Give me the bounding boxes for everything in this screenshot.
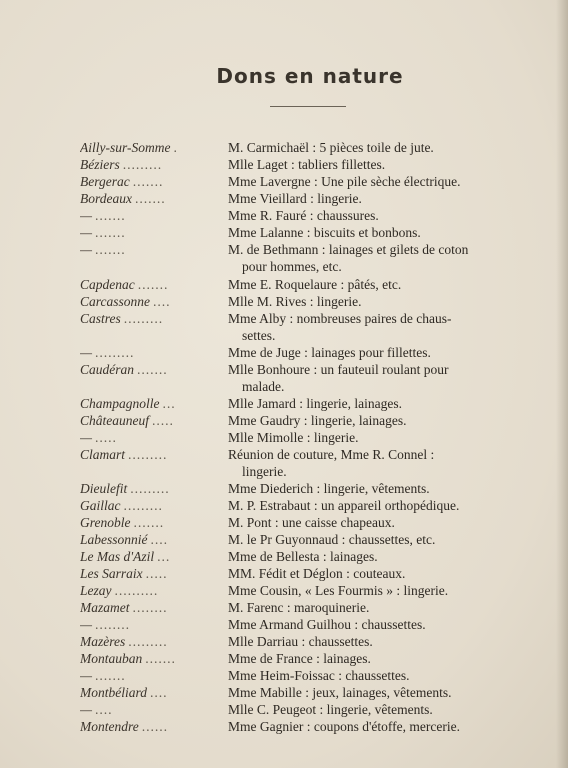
place-label: Montendre bbox=[80, 719, 139, 734]
donor-description: Mme E. Roquelaure : pâtés, etc. bbox=[228, 277, 402, 292]
place-label: Ailly-sur-Somme bbox=[80, 140, 171, 155]
donor-description: Mlle Jamard : lingerie, lainages. bbox=[228, 396, 402, 411]
donor-description: Mme Gaudry : lingerie, lainages. bbox=[228, 413, 407, 428]
donation-entry bbox=[0, 532, 568, 550]
place-name bbox=[80, 600, 226, 616]
leader-dots: . bbox=[173, 140, 179, 155]
donation-entry bbox=[0, 498, 568, 516]
donation-entry bbox=[0, 396, 568, 414]
place-name bbox=[80, 294, 226, 310]
donor-description: Mme Heim-Foissac : chaussettes. bbox=[228, 668, 410, 683]
leader-dots: .... bbox=[95, 702, 113, 717]
donor-description: Mme Gagnier : coupons d'étoffe, mercerie. bbox=[228, 719, 460, 734]
place-label: — bbox=[80, 225, 93, 240]
place-name bbox=[80, 583, 226, 599]
place-name bbox=[80, 719, 226, 735]
donation-entry bbox=[0, 566, 568, 584]
donation-entry bbox=[0, 311, 568, 329]
donation-entry bbox=[0, 549, 568, 567]
place-name bbox=[80, 651, 226, 667]
donor-description: M. Farenc : maroquinerie. bbox=[228, 600, 370, 615]
donation-entry bbox=[0, 583, 568, 601]
place-name bbox=[80, 157, 226, 173]
donor-description: Mme de France : lainages. bbox=[228, 651, 371, 666]
place-label: Lezay bbox=[80, 583, 112, 598]
place-label: Béziers bbox=[80, 157, 120, 172]
place-label: — bbox=[80, 430, 93, 445]
leader-dots: ......... bbox=[124, 311, 164, 326]
donation-entry bbox=[0, 481, 568, 499]
leader-dots: ... bbox=[162, 396, 176, 411]
place-label: Capdenac bbox=[80, 277, 135, 292]
donation-entry bbox=[0, 447, 568, 465]
leader-dots: ....... bbox=[133, 515, 165, 530]
donation-entry bbox=[0, 294, 568, 312]
donor-description: malade. bbox=[242, 379, 285, 394]
donor-description: Mme Lalanne : biscuits et bonbons. bbox=[228, 225, 421, 240]
donor-description: pour hommes, etc. bbox=[242, 259, 342, 274]
donation-entry bbox=[0, 174, 568, 192]
place-name bbox=[80, 362, 226, 378]
place-label: Dieulefit bbox=[80, 481, 128, 496]
donor-description: MM. Fédit et Déglon : couteaux. bbox=[228, 566, 406, 581]
donation-entry bbox=[0, 634, 568, 652]
leader-dots: ....... bbox=[95, 668, 127, 683]
place-name bbox=[80, 191, 226, 207]
place-label: Labessonnié bbox=[80, 532, 148, 547]
place-name bbox=[80, 277, 226, 293]
donor-description: M. Carmichaël : 5 pièces toile de jute. bbox=[228, 140, 434, 155]
place-name bbox=[80, 225, 226, 241]
place-label: Bordeaux bbox=[80, 191, 132, 206]
place-label: Le Mas d'Azil bbox=[80, 549, 155, 564]
donor-description: Mlle Laget : tabliers fillettes. bbox=[228, 157, 386, 172]
donor-description: M. Pont : une caisse chapeaux. bbox=[228, 515, 395, 530]
place-name bbox=[80, 549, 226, 565]
donor-description: settes. bbox=[242, 328, 276, 343]
leader-dots: .... bbox=[153, 294, 171, 309]
donor-description: Mlle M. Rives : lingerie. bbox=[228, 294, 362, 309]
donor-description: Mme Diederich : lingerie, vêtements. bbox=[228, 481, 430, 496]
leader-dots: .... bbox=[150, 685, 168, 700]
donation-entry bbox=[0, 259, 568, 277]
place-label: — bbox=[80, 617, 93, 632]
donation-entry bbox=[0, 668, 568, 686]
donor-description: lingerie. bbox=[242, 464, 287, 479]
leader-dots: ......... bbox=[128, 634, 168, 649]
donation-entry bbox=[0, 225, 568, 243]
donation-entry bbox=[0, 464, 568, 482]
donation-entry bbox=[0, 328, 568, 346]
place-name bbox=[80, 413, 226, 429]
donor-description: Mme de Juge : lainages pour fillettes. bbox=[228, 345, 431, 360]
place-name bbox=[80, 242, 226, 258]
place-label: Mazères bbox=[80, 634, 126, 649]
place-label: Champagnolle bbox=[80, 396, 160, 411]
donor-description: Mme Alby : nombreuses paires de chaus- bbox=[228, 311, 452, 326]
place-name bbox=[80, 430, 226, 446]
donation-entry bbox=[0, 140, 568, 158]
donor-description: Mlle Darriau : chaussettes. bbox=[228, 634, 373, 649]
donation-entry bbox=[0, 685, 568, 703]
donation-entry bbox=[0, 651, 568, 669]
place-label: Grenoble bbox=[80, 515, 131, 530]
donor-description: Mme R. Fauré : chaussures. bbox=[228, 208, 379, 223]
donor-description: M. P. Estrabaut : un appareil orthopédique. bbox=[228, 498, 460, 513]
place-name bbox=[80, 634, 226, 650]
donation-entry bbox=[0, 277, 568, 295]
place-name bbox=[80, 702, 226, 718]
donation-entry bbox=[0, 345, 568, 363]
place-name bbox=[80, 515, 226, 531]
donor-description: Mme de Bellesta : lainages. bbox=[228, 549, 378, 564]
leader-dots: ...... bbox=[142, 719, 169, 734]
place-label: Montbéliard bbox=[80, 685, 147, 700]
place-label: Bergerac bbox=[80, 174, 130, 189]
leader-dots: ....... bbox=[138, 277, 169, 292]
leader-dots: .......... bbox=[114, 583, 159, 598]
place-label: Montauban bbox=[80, 651, 143, 666]
leader-dots: ... bbox=[157, 549, 171, 564]
donation-entry bbox=[0, 430, 568, 448]
leader-dots: ......... bbox=[123, 157, 163, 172]
place-label: Clamart bbox=[80, 447, 126, 462]
leader-dots: ......... bbox=[128, 447, 168, 462]
leader-dots: ..... bbox=[152, 413, 175, 428]
place-name bbox=[80, 174, 226, 190]
place-name bbox=[80, 498, 226, 514]
place-name bbox=[80, 447, 226, 463]
leader-dots: ....... bbox=[145, 651, 177, 666]
donation-entry bbox=[0, 515, 568, 533]
leader-dots: ....... bbox=[135, 191, 166, 206]
page-title: Dons en nature bbox=[216, 64, 404, 88]
donation-entry bbox=[0, 702, 568, 720]
donation-entry bbox=[0, 719, 568, 737]
donation-entry bbox=[0, 413, 568, 431]
leader-dots: .... bbox=[150, 532, 169, 547]
donation-entry bbox=[0, 242, 568, 260]
leader-dots: ....... bbox=[137, 362, 168, 377]
leader-dots: ....... bbox=[95, 225, 127, 240]
donor-description: Mlle Mimolle : lingerie. bbox=[228, 430, 359, 445]
leader-dots: ........ bbox=[132, 600, 168, 615]
place-name bbox=[80, 532, 226, 548]
place-label: Caudéran bbox=[80, 362, 134, 377]
donation-entry bbox=[0, 617, 568, 635]
donation-entry bbox=[0, 600, 568, 618]
place-label: — bbox=[80, 702, 93, 717]
donor-description: Mme Cousin, « Les Fourmis » : lingerie. bbox=[228, 583, 449, 598]
donor-description: Mme Armand Guilhou : chaussettes. bbox=[228, 617, 426, 632]
leader-dots: ......... bbox=[123, 498, 164, 513]
place-label: Mazamet bbox=[80, 600, 130, 615]
place-label: Les Sarraix bbox=[80, 566, 143, 581]
donor-description: Mme Vieillard : lingerie. bbox=[228, 191, 362, 206]
donor-description: Mlle C. Peugeot : lingerie, vêtements. bbox=[228, 702, 433, 717]
place-label: — bbox=[80, 345, 93, 360]
place-label: — bbox=[80, 668, 93, 683]
leader-dots: ....... bbox=[95, 242, 127, 257]
donation-entry bbox=[0, 208, 568, 226]
donor-description: M. de Bethmann : lainages et gilets de coton bbox=[228, 242, 469, 257]
place-label: Châteauneuf bbox=[80, 413, 149, 428]
place-label: — bbox=[80, 242, 93, 257]
place-label: Carcassonne bbox=[80, 294, 150, 309]
donor-description: Mme Mabille : jeux, lainages, vêtements. bbox=[228, 685, 452, 700]
place-name bbox=[80, 668, 226, 684]
place-name bbox=[80, 396, 226, 412]
leader-dots: ......... bbox=[130, 481, 170, 496]
donation-entry bbox=[0, 362, 568, 380]
place-label: Gaillac bbox=[80, 498, 121, 513]
donation-entry bbox=[0, 191, 568, 209]
place-name bbox=[80, 208, 226, 224]
place-label: Castres bbox=[80, 311, 121, 326]
leader-dots: ......... bbox=[95, 345, 135, 360]
leader-dots: ..... bbox=[95, 430, 118, 445]
donor-description: Réunion de couture, Mme R. Connel : bbox=[228, 447, 435, 462]
place-name bbox=[80, 617, 226, 633]
place-name bbox=[80, 685, 226, 701]
place-name bbox=[80, 481, 226, 497]
leader-dots: ....... bbox=[95, 208, 127, 223]
donor-description: Mme Lavergne : Une pile sèche électrique. bbox=[228, 174, 461, 189]
donor-description: M. le Pr Guyonnaud : chaussettes, etc. bbox=[228, 532, 436, 547]
place-label: — bbox=[80, 208, 93, 223]
leader-dots: ........ bbox=[95, 617, 131, 632]
donation-entry bbox=[0, 157, 568, 175]
place-name bbox=[80, 345, 226, 361]
place-name bbox=[80, 140, 226, 156]
place-name bbox=[80, 566, 226, 582]
leader-dots: ....... bbox=[133, 174, 164, 189]
donor-description: Mlle Bonhoure : un fauteuil roulant pour bbox=[228, 362, 449, 377]
place-name bbox=[80, 311, 226, 327]
leader-dots: ..... bbox=[146, 566, 168, 581]
donation-entry bbox=[0, 379, 568, 397]
